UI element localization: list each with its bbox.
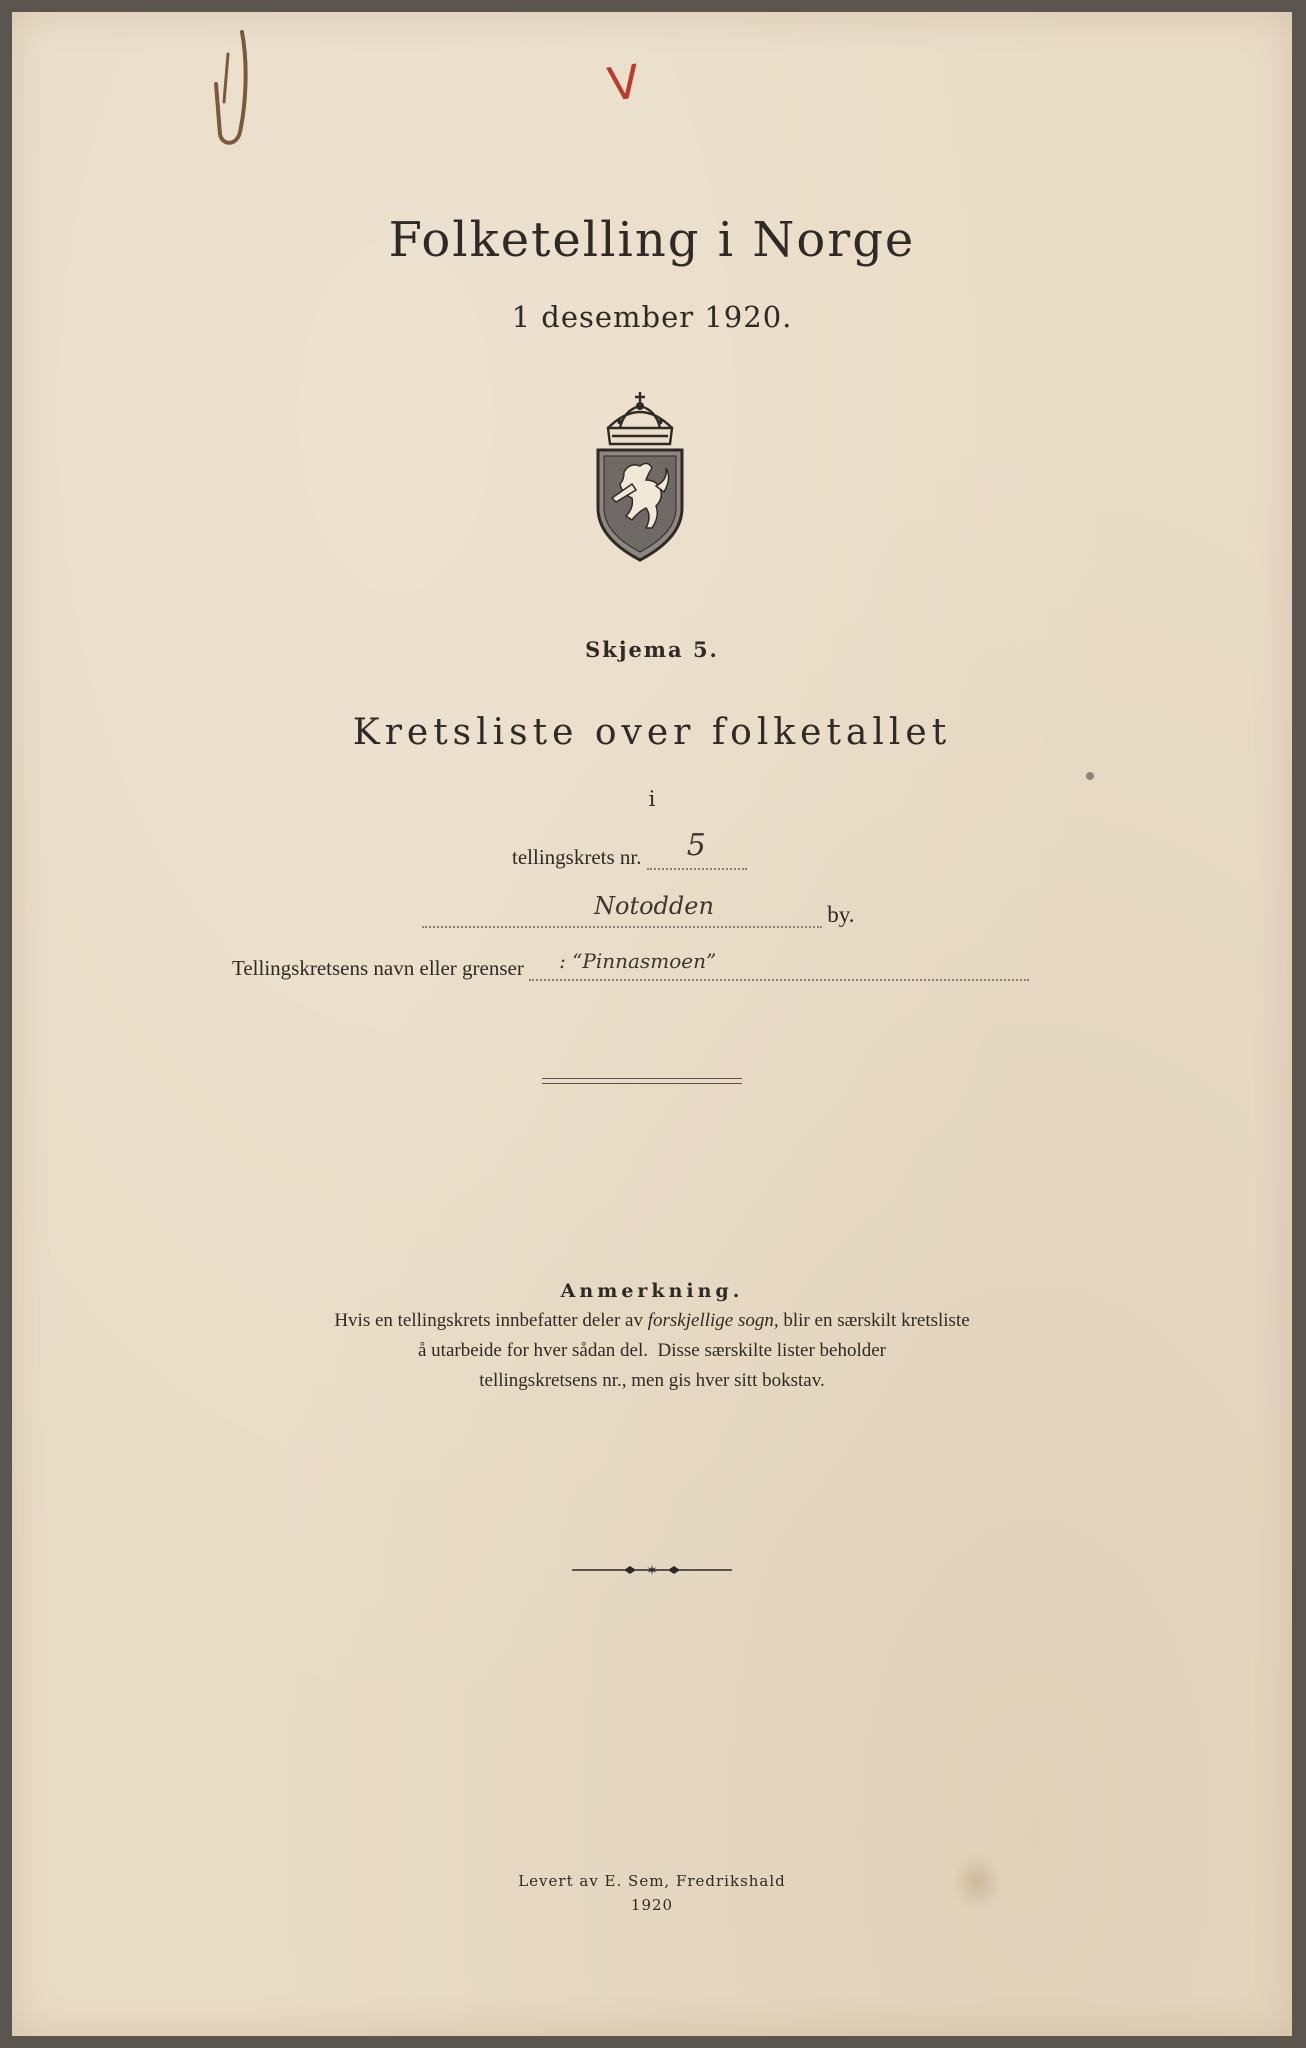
- note-line-1-italic: forskjellige sogn,: [647, 1310, 779, 1331]
- district-number-field: [647, 828, 747, 870]
- note-heading: Anmerkning.: [560, 1280, 744, 1302]
- boundaries-label: Tellingskretsens navn eller grenser: [232, 956, 524, 980]
- document-title: Folketelling i Norge: [388, 212, 916, 268]
- coat-of-arms-icon: [590, 388, 690, 564]
- preposition-i: i: [648, 787, 656, 811]
- schema-label: Skjema 5.: [585, 637, 719, 662]
- boundaries-value: : “Pinnasmoen”: [559, 949, 717, 973]
- red-check-mark: V: [604, 54, 644, 112]
- town-field: [422, 892, 822, 928]
- svg-text:✶: ✶: [646, 1563, 658, 1578]
- district-number-value: 5: [686, 828, 706, 863]
- double-rule-divider: [542, 1078, 742, 1084]
- ornament-divider-icon: [572, 1562, 732, 1578]
- printer-credit: Levert av E. Sem, Fredrikshald: [518, 1872, 786, 1890]
- town-suffix: by.: [827, 902, 855, 927]
- town-name-value: Notodden: [594, 892, 714, 920]
- note-line-3: tellingskretsens nr., men gis hver sitt bokstav.: [479, 1370, 825, 1391]
- note-line-1-end: blir en særskilt kretsliste: [778, 1310, 970, 1331]
- census-form-page: [12, 12, 1292, 2036]
- paper-dot: [1086, 772, 1094, 780]
- district-number-label: tellingskrets nr.: [512, 845, 642, 869]
- census-date: 1 desember 1920.: [511, 300, 793, 334]
- district-number-row: [512, 828, 812, 876]
- note-line-1: [12, 1310, 1292, 1332]
- boundaries-row: [232, 949, 1072, 988]
- note-line-2: å utarbeide for hver sådan del. Disse særskilte lister beholder: [418, 1340, 886, 1361]
- paperclip-mark: [202, 24, 272, 149]
- printer-year: 1920: [630, 1896, 674, 1914]
- paper-stain: [952, 1852, 1002, 1912]
- boundaries-field: [529, 949, 1029, 981]
- town-row: [422, 892, 882, 934]
- note-line-1-start: Hvis en tellingskrets innbefatter deler av: [334, 1310, 648, 1331]
- form-heading: Kretsliste over folketallet: [352, 712, 952, 753]
